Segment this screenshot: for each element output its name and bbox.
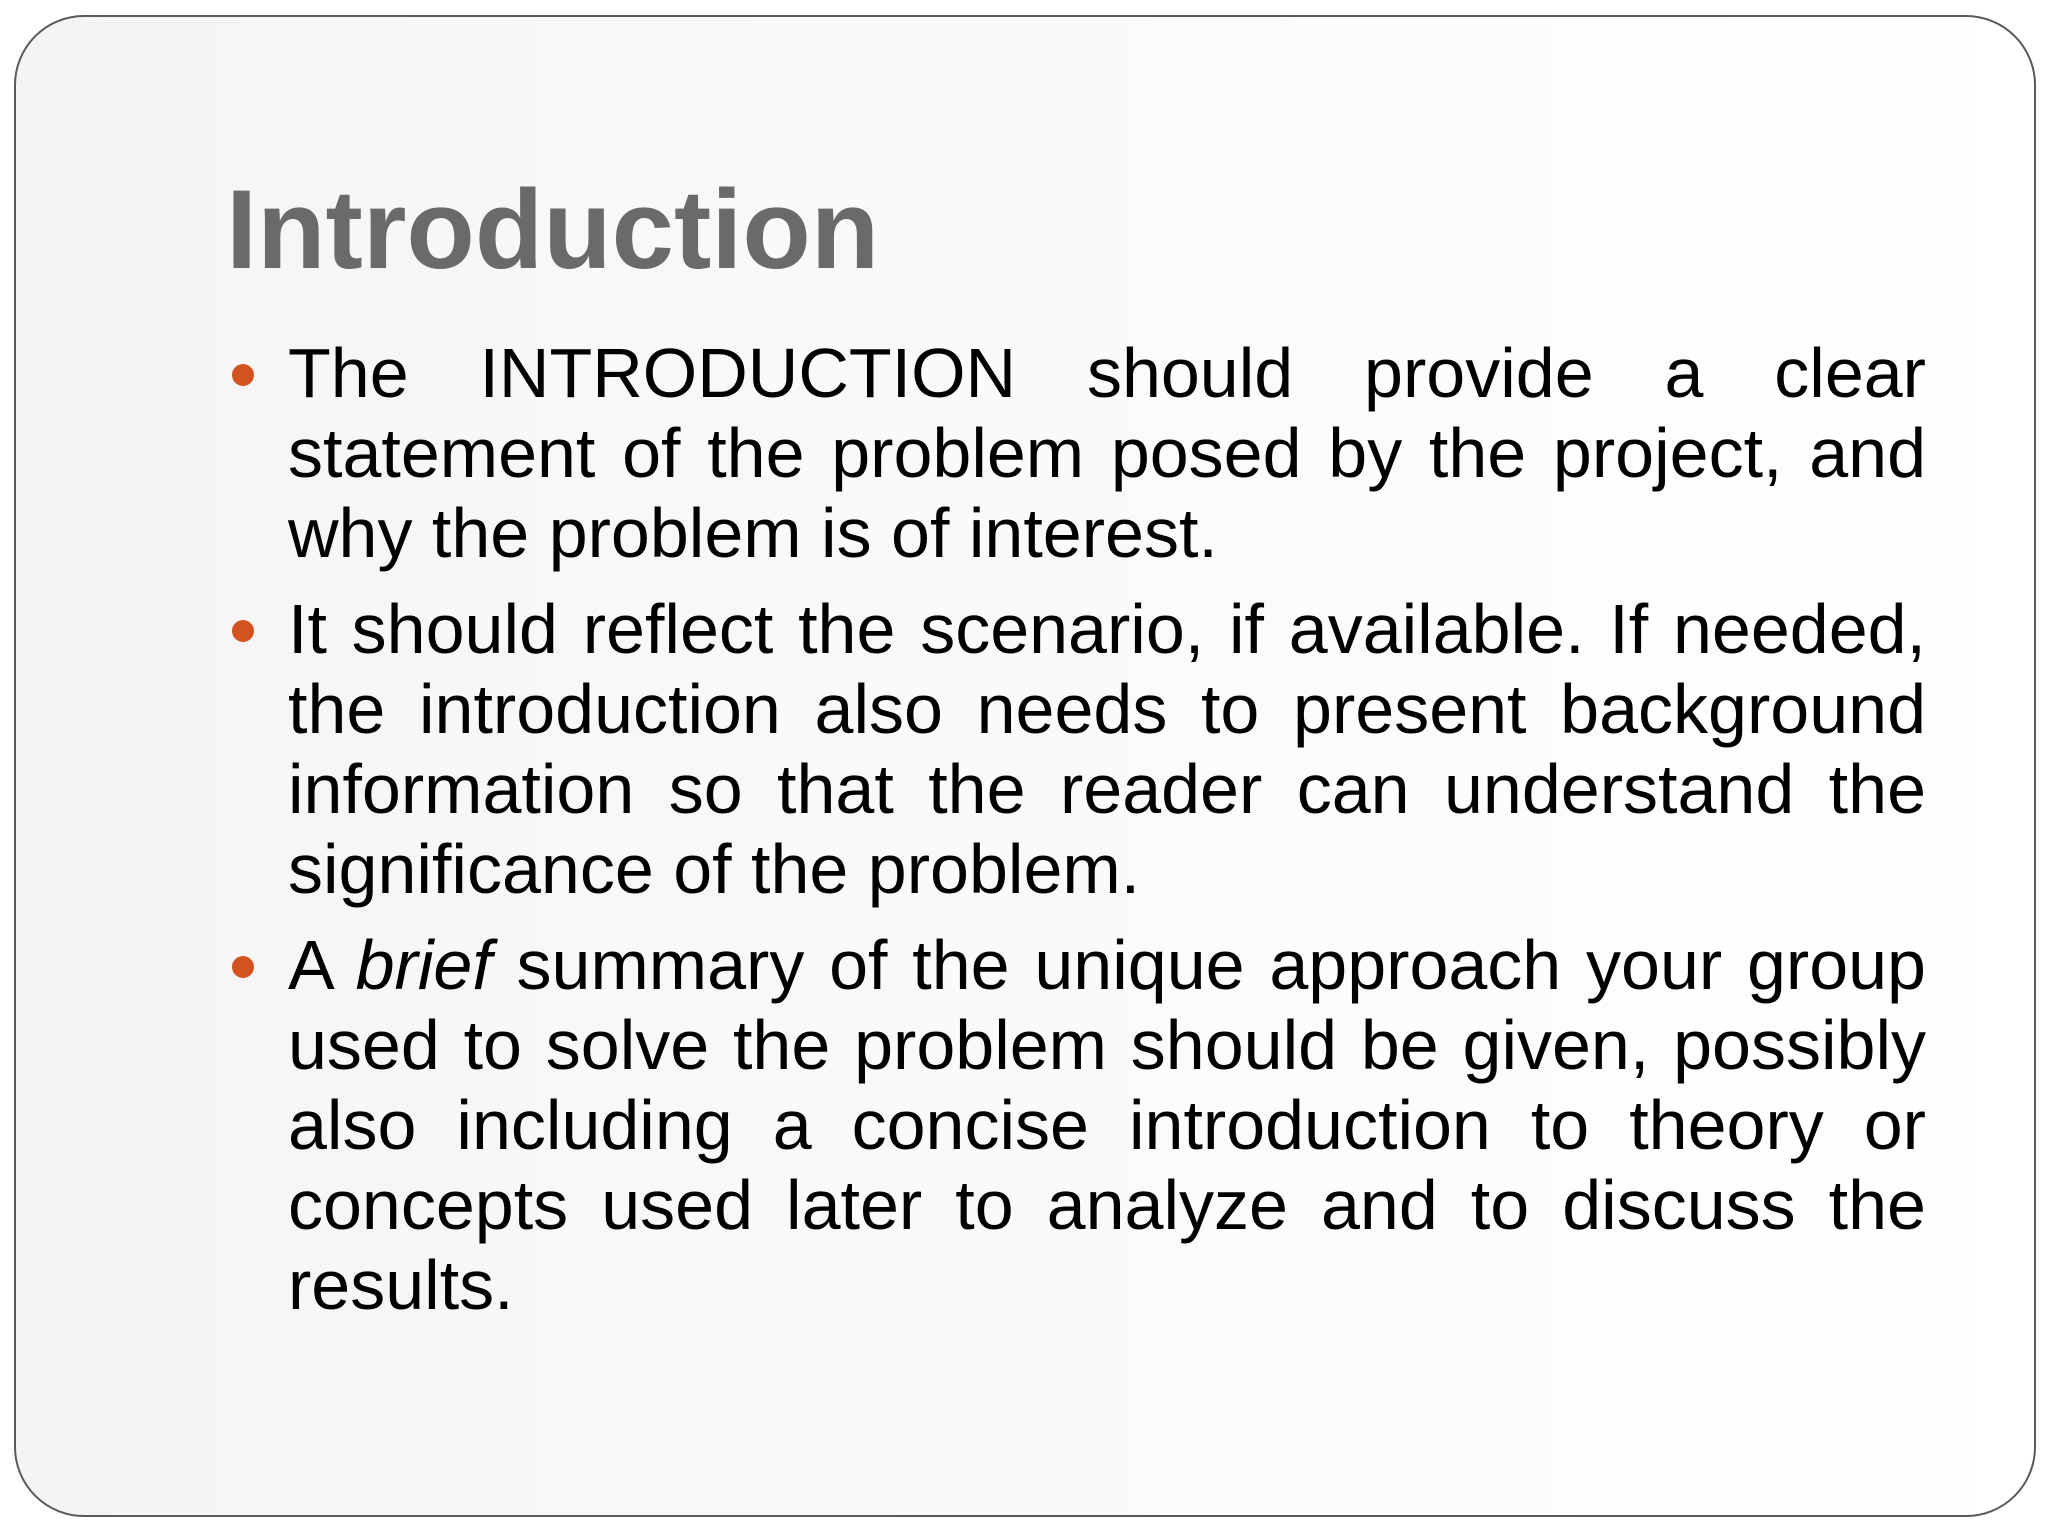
bullet-text-emphasis: brief <box>355 926 492 1004</box>
bullet-text-lead: A <box>288 926 356 1004</box>
bullet-icon <box>232 364 254 386</box>
bullet-text <box>288 926 1926 1324</box>
bullet-item-approach-summary <box>226 925 1926 1325</box>
slide-title: Introduction <box>226 167 880 292</box>
bullet-list <box>226 333 1926 1341</box>
bullet-icon <box>232 956 254 978</box>
bullet-item-problem-statement <box>226 333 1926 573</box>
bullet-text-rest: summary of the unique approach your group used to solve the problem should be given, possibly also including a concise introduction to theory or concepts used later to analyze and to discuss the results. <box>288 926 1926 1324</box>
bullet-icon <box>232 620 254 642</box>
bullet-item-scenario <box>226 589 1926 909</box>
bullet-text: The INTRODUCTION should provide a clear statement of the problem posed by the project, and why the problem is of interest. <box>288 334 1926 572</box>
bullet-text: It should reflect the scenario, if available. If needed, the introduction also needs to present background information so that the reader can understand the significance of the problem. <box>288 590 1926 908</box>
